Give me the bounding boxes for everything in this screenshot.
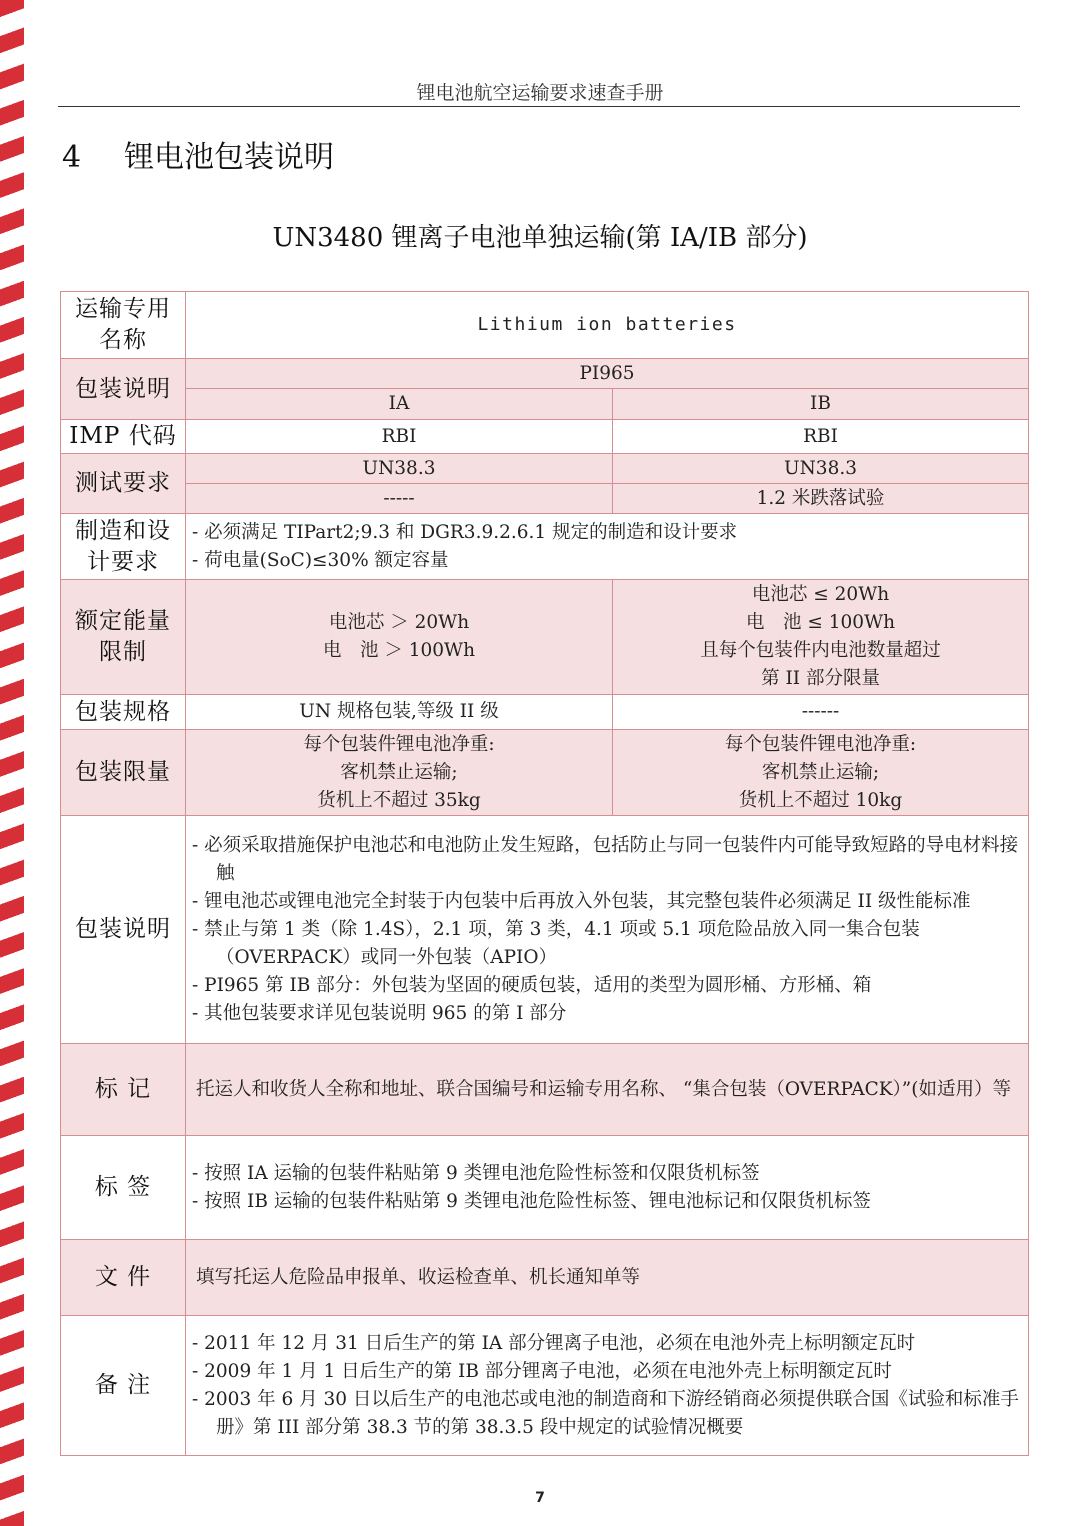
list-item: - 必须满足 TIPart2;9.3 和 DGR3.9.2.6.1 规定的制造和设计要求 — [192, 521, 738, 543]
list-item: - 必须采取措施保护电池芯和电池防止发生短路，包括防止与同一包装件内可能导致短路的导电材料接触 — [192, 834, 1019, 884]
row-label: 包装说明 — [61, 359, 186, 420]
limit-line: 每个包装件锂电池净重: — [724, 733, 917, 755]
imp-ib: RBI — [613, 420, 1029, 454]
section-number: 4 — [62, 140, 82, 175]
row-label: IMP 代码 — [61, 420, 186, 454]
row-label: 文 件 — [61, 1240, 186, 1316]
row-label: 标 记 — [61, 1044, 186, 1136]
test-ia-1: UN38.3 — [186, 454, 613, 484]
mfg-requirements — [186, 514, 1029, 580]
row-quantity-limit — [61, 730, 1029, 816]
row-energy-limit — [61, 580, 1029, 695]
row-label: 包装说明 — [61, 816, 186, 1044]
documents-text: 填写托运人危险品申报单、收运检查单、机长通知单等 — [186, 1240, 1029, 1316]
list-item: - 其他包装要求详见包装说明 965 的第 I 部分 — [192, 1002, 567, 1024]
proper-shipping-name: Lithium ion batteries — [186, 292, 1029, 359]
test-ib-2: 1.2 米跌落试验 — [613, 484, 1029, 514]
list-item: - 按照 IB 运输的包装件粘贴第 9 类锂电池危险性标签、锂电池标记和仅限货机标签 — [192, 1190, 871, 1212]
row-label: 备 注 — [61, 1316, 186, 1456]
list-item: - 2009 年 1 月 1 日后生产的第 IB 部分锂离子电池，必须在电池外壳上标明额定瓦时 — [192, 1360, 892, 1382]
energy-line: 电池芯 ＞ 20Wh — [328, 612, 470, 633]
section-title: 锂电池包装说明 — [124, 140, 334, 175]
limit-line: 货机上不超过 35kg — [317, 789, 481, 811]
row-label: 包装限量 — [61, 730, 186, 816]
marking-text: 托运人和收货人全称和地址、联合国编号和运输专用名称、 “集合包装（OVERPACK）”(如适用）等 — [186, 1044, 1029, 1136]
row-imp-code — [61, 420, 1029, 454]
header-rule — [58, 106, 1020, 107]
limit-line: 客机禁止运输; — [340, 761, 458, 783]
row-label: 运输专用名称 — [61, 292, 186, 359]
row-test-requirements-2 — [61, 484, 1029, 514]
remarks-list — [186, 1316, 1029, 1456]
energy-line: 电 池 ≤ 100Wh — [746, 612, 896, 633]
row-proper-shipping-name — [61, 292, 1029, 359]
row-labels — [61, 1136, 1029, 1240]
row-label: 包装规格 — [61, 695, 186, 730]
test-ib-1: UN38.3 — [613, 454, 1029, 484]
energy-line: 第 II 部分限量 — [761, 668, 880, 689]
row-documents — [61, 1240, 1029, 1316]
instructions-list — [186, 816, 1029, 1044]
list-item: - 2011 年 12 月 31 日后生产的第 IA 部分锂离子电池，必须在电池外壳上标明额定瓦时 — [192, 1332, 916, 1354]
energy-line: 电 池 ＞ 100Wh — [322, 640, 475, 661]
limit-line: 每个包装件锂电池净重: — [303, 733, 495, 755]
section-ib-header: IB — [613, 389, 1029, 420]
energy-ia — [186, 580, 613, 695]
energy-line: 电池芯 ≤ 20Wh — [751, 584, 890, 605]
row-section-headers — [61, 389, 1029, 420]
spec-ib: ------ — [613, 695, 1029, 730]
row-label: 测试要求 — [61, 454, 186, 514]
limit-line: 货机上不超过 10kg — [738, 789, 903, 811]
limit-ia — [186, 730, 613, 816]
limit-ib — [613, 730, 1029, 816]
list-item: - PI965 第 IB 部分：外包装为坚固的硬质包装，适用的类型为圆形桶、方形桶、箱 — [192, 974, 872, 996]
row-packaging-spec — [61, 695, 1029, 730]
packing-table — [60, 291, 1029, 1456]
limit-line: 客机禁止运输; — [761, 761, 880, 783]
row-manufacture-design — [61, 514, 1029, 580]
table-title: UN3480 锂离子电池单独运输(第 IA/IB 部分) — [272, 223, 808, 253]
row-marking — [61, 1044, 1029, 1136]
list-item: - 荷电量(SoC)≤30% 额定容量 — [192, 549, 449, 571]
test-ia-2: ----- — [186, 484, 613, 514]
row-remarks — [61, 1316, 1029, 1456]
section-ia-header: IA — [186, 389, 613, 420]
row-test-requirements — [61, 454, 1029, 484]
page-number: 7 — [535, 1490, 545, 1506]
list-item: - 2003 年 6 月 30 日以后生产的电池芯或电池的制造商和下游经销商必须提供联合国《试验和标准手册》第 III 部分第 38.3 节的第 38.3.5 段中规定的试验情况概要 — [192, 1388, 1019, 1438]
energy-line: 且每个包装件内电池数量超过 — [700, 640, 941, 661]
pi-number: PI965 — [186, 359, 1029, 389]
labels-list — [186, 1136, 1029, 1240]
row-label: 标 签 — [61, 1136, 186, 1240]
energy-ib — [613, 580, 1029, 695]
row-label: 额定能量限制 — [61, 580, 186, 695]
imp-ia: RBI — [186, 420, 613, 454]
row-packing-instruction — [61, 359, 1029, 389]
row-label: 制造和设计要求 — [61, 514, 186, 580]
list-item: - 按照 IA 运输的包装件粘贴第 9 类锂电池危险性标签和仅限货机标签 — [192, 1162, 760, 1184]
list-item: - 锂电池芯或锂电池完全封装于内包装中后再放入外包装，其完整包装件必须满足 II 级性能标准 — [192, 890, 971, 912]
running-header: 锂电池航空运输要求速查手册 — [416, 82, 664, 104]
spec-ia: UN 规格包装,等级 II 级 — [186, 695, 613, 730]
section-heading — [62, 132, 334, 176]
list-item: - 禁止与第 1 类（除 1.4S），2.1 项，第 3 类，4.1 项或 5.1 项危险品放入同一集合包装（OVERPACK）或同一外包装（APIO） — [192, 918, 920, 968]
row-packing-instructions — [61, 816, 1029, 1044]
